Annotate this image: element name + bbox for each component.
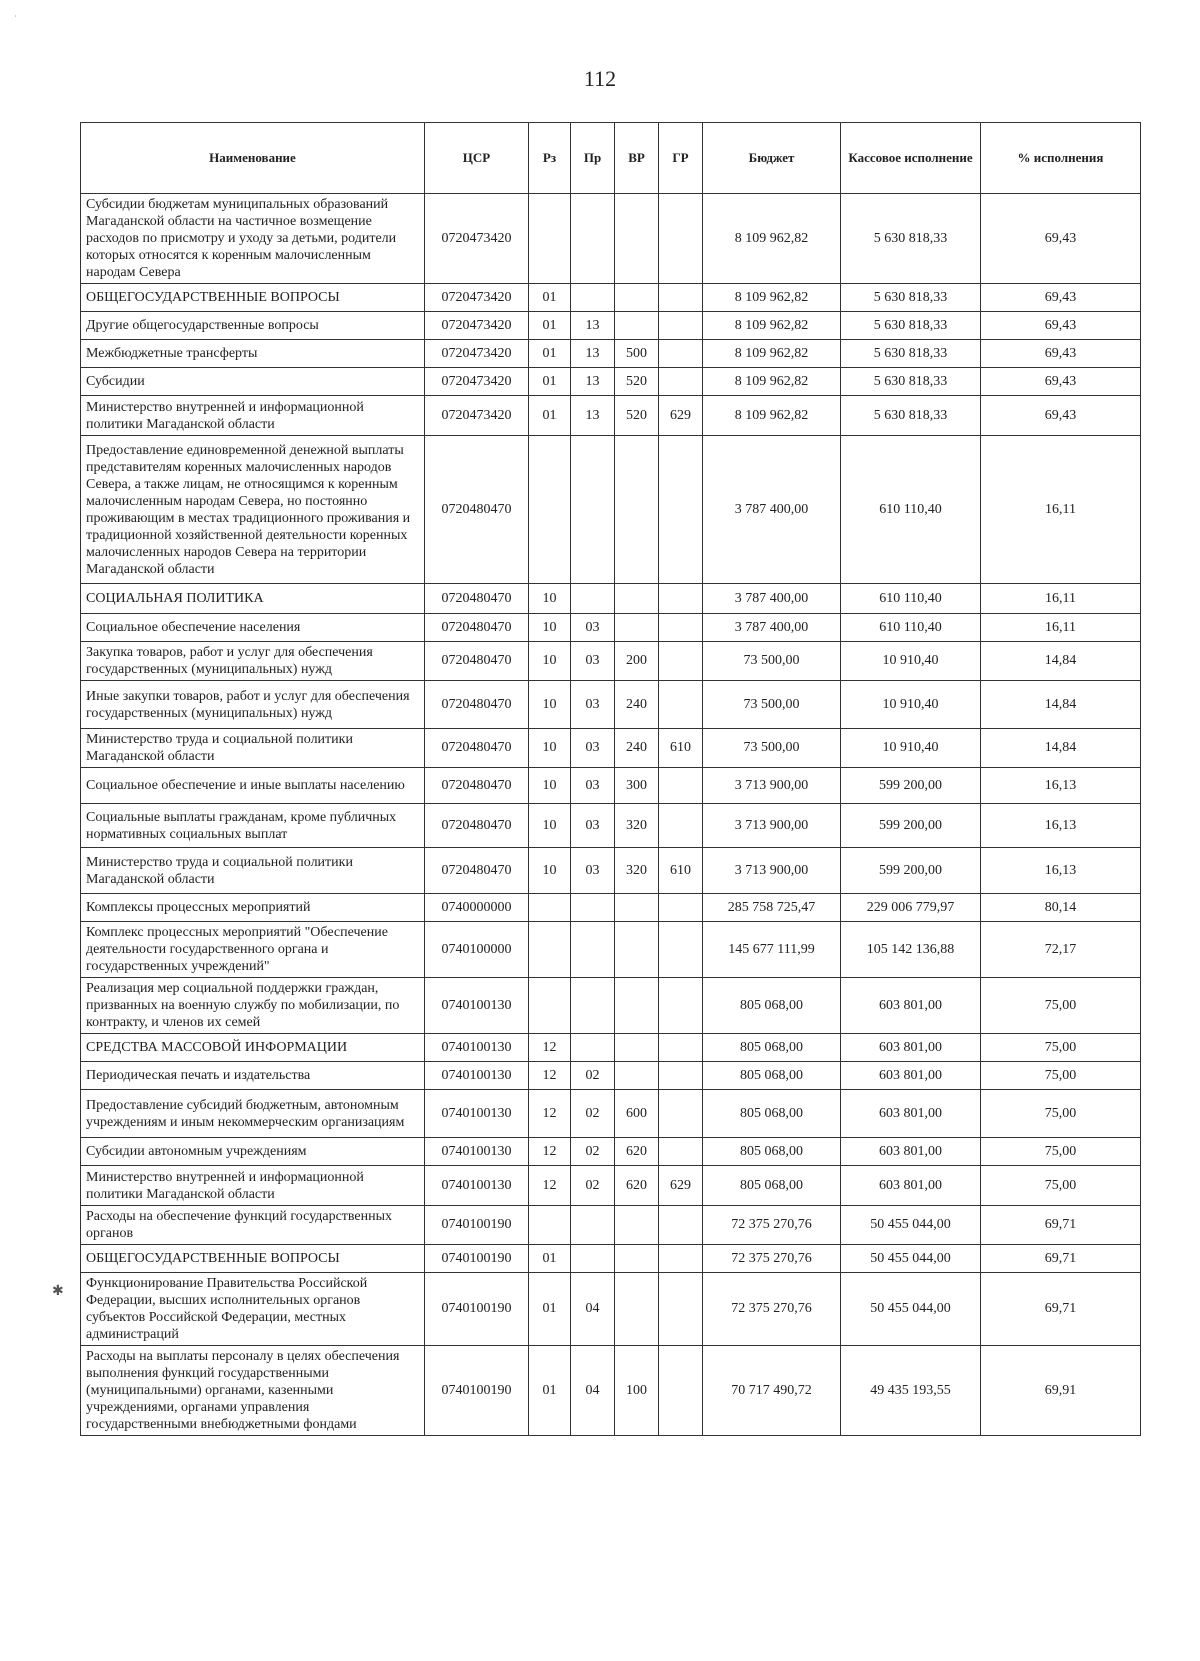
cell-name: Социальное обеспечение и иные выплаты населению — [81, 768, 425, 804]
table-row — [81, 768, 1141, 804]
cell-vr: 520 — [615, 396, 659, 436]
cell-gr — [659, 584, 703, 614]
cell-budget: 3 787 400,00 — [703, 614, 841, 642]
cell-exec: 10 910,40 — [841, 642, 981, 681]
cell-pct: 16,11 — [981, 614, 1141, 642]
cell-vr: 320 — [615, 848, 659, 894]
cell-rz: 01 — [529, 1273, 571, 1346]
cell-rz: 01 — [529, 1245, 571, 1273]
header-pct: % исполнения — [981, 123, 1141, 194]
cell-pr: 04 — [571, 1273, 615, 1346]
cell-vr — [615, 284, 659, 312]
table-row — [81, 436, 1141, 584]
cell-exec: 610 110,40 — [841, 436, 981, 584]
cell-vr — [615, 978, 659, 1034]
cell-pr — [571, 894, 615, 922]
cell-gr — [659, 1090, 703, 1138]
cell-name: ОБЩЕГОСУДАРСТВЕННЫЕ ВОПРОСЫ — [81, 1245, 425, 1273]
cell-vr: 620 — [615, 1166, 659, 1206]
cell-name: Субсидии бюджетам муниципальных образований Магаданской области на частичное возмещение расходов по присмотру и уходу за детьми, родители которых относятся к коренным малочисленным народам Севера — [81, 194, 425, 284]
cell-pct: 14,84 — [981, 729, 1141, 768]
cell-pr: 13 — [571, 340, 615, 368]
cell-rz: 10 — [529, 642, 571, 681]
table-body — [81, 194, 1141, 1436]
cell-vr: 500 — [615, 340, 659, 368]
cell-name: Функционирование Правительства Российской Федерации, высших исполнительных органов субъектов Российской Федерации, местных администраций — [81, 1273, 425, 1346]
cell-exec: 599 200,00 — [841, 804, 981, 848]
cell-name: СОЦИАЛЬНАЯ ПОЛИТИКА — [81, 584, 425, 614]
cell-name: Закупка товаров, работ и услуг для обеспечения государственных (муниципальных) нужд — [81, 642, 425, 681]
table-row — [81, 978, 1141, 1034]
cell-pct: 69,71 — [981, 1273, 1141, 1346]
cell-name: Министерство внутренней и информационной политики Магаданской области — [81, 1166, 425, 1206]
cell-pr: 02 — [571, 1138, 615, 1166]
cell-pr — [571, 922, 615, 978]
cell-name: Межбюджетные трансферты — [81, 340, 425, 368]
cell-name: Расходы на обеспечение функций государственных органов — [81, 1206, 425, 1245]
cell-csr: 0720480470 — [425, 768, 529, 804]
cell-pr: 03 — [571, 729, 615, 768]
cell-vr — [615, 1062, 659, 1090]
cell-pct: 75,00 — [981, 1138, 1141, 1166]
cell-name: Другие общегосударственные вопросы — [81, 312, 425, 340]
cell-gr — [659, 1206, 703, 1245]
cell-rz: 12 — [529, 1166, 571, 1206]
header-csr: ЦСР — [425, 123, 529, 194]
cell-exec: 5 630 818,33 — [841, 312, 981, 340]
cell-gr — [659, 194, 703, 284]
header-pr: Пр — [571, 123, 615, 194]
cell-name: Министерство внутренней и информационной политики Магаданской области — [81, 396, 425, 436]
cell-name: Иные закупки товаров, работ и услуг для обеспечения государственных (муниципальных) нужд — [81, 681, 425, 729]
cell-vr: 240 — [615, 729, 659, 768]
cell-exec: 603 801,00 — [841, 1034, 981, 1062]
cell-rz — [529, 1206, 571, 1245]
cell-budget: 8 109 962,82 — [703, 312, 841, 340]
cell-csr: 0720473420 — [425, 284, 529, 312]
cell-vr: 620 — [615, 1138, 659, 1166]
scan-dot: · — [14, 12, 17, 21]
cell-gr: 629 — [659, 396, 703, 436]
cell-pr: 04 — [571, 1346, 615, 1436]
header-budget: Бюджет — [703, 123, 841, 194]
cell-csr: 0720480470 — [425, 729, 529, 768]
cell-gr — [659, 436, 703, 584]
cell-csr: 0740100130 — [425, 1090, 529, 1138]
cell-name: Министерство труда и социальной политики Магаданской области — [81, 848, 425, 894]
cell-pct: 75,00 — [981, 1166, 1141, 1206]
cell-rz: 01 — [529, 284, 571, 312]
cell-budget: 3 713 900,00 — [703, 848, 841, 894]
table-header-row — [81, 123, 1141, 194]
cell-csr: 0740100190 — [425, 1206, 529, 1245]
cell-gr: 629 — [659, 1166, 703, 1206]
table-row — [81, 368, 1141, 396]
cell-pct: 69,91 — [981, 1346, 1141, 1436]
cell-csr: 0720480470 — [425, 642, 529, 681]
cell-pr: 03 — [571, 804, 615, 848]
table-row — [81, 194, 1141, 284]
cell-gr — [659, 1062, 703, 1090]
cell-csr: 0740100190 — [425, 1245, 529, 1273]
cell-csr: 0720473420 — [425, 368, 529, 396]
cell-csr: 0720480470 — [425, 614, 529, 642]
cell-rz: 10 — [529, 614, 571, 642]
cell-budget: 805 068,00 — [703, 1090, 841, 1138]
cell-pr — [571, 436, 615, 584]
cell-vr — [615, 194, 659, 284]
cell-pr — [571, 1245, 615, 1273]
cell-budget: 3 787 400,00 — [703, 584, 841, 614]
cell-name: Предоставление субсидий бюджетным, автономным учреждениям и иным некоммерческим организациям — [81, 1090, 425, 1138]
cell-pr: 13 — [571, 396, 615, 436]
cell-pr: 13 — [571, 312, 615, 340]
cell-csr: 0740100130 — [425, 1062, 529, 1090]
cell-budget: 3 713 900,00 — [703, 804, 841, 848]
table-row — [81, 729, 1141, 768]
cell-rz: 10 — [529, 804, 571, 848]
cell-csr: 0720480470 — [425, 848, 529, 894]
cell-pr — [571, 978, 615, 1034]
cell-vr — [615, 1206, 659, 1245]
cell-rz — [529, 194, 571, 284]
cell-pr — [571, 1034, 615, 1062]
cell-csr: 0740100190 — [425, 1346, 529, 1436]
cell-budget: 8 109 962,82 — [703, 368, 841, 396]
table-row — [81, 1138, 1141, 1166]
cell-gr — [659, 642, 703, 681]
cell-csr: 0720480470 — [425, 681, 529, 729]
cell-name: Предоставление единовременной денежной выплаты представителям коренных малочисленных народов Севера, а также лицам, не относящимся к коренным малочисленным народам Севера, но постоянно проживающим в местах традиционного проживания и традиционной хозяйственной деятельности коренных малочисленных народов Севера на территории Магаданской области — [81, 436, 425, 584]
cell-csr: 0740000000 — [425, 894, 529, 922]
cell-vr — [615, 584, 659, 614]
cell-rz: 01 — [529, 312, 571, 340]
cell-pr — [571, 194, 615, 284]
cell-budget: 145 677 111,99 — [703, 922, 841, 978]
cell-exec: 10 910,40 — [841, 729, 981, 768]
cell-budget: 3 713 900,00 — [703, 768, 841, 804]
cell-pr: 03 — [571, 614, 615, 642]
cell-exec: 10 910,40 — [841, 681, 981, 729]
cell-csr: 0720473420 — [425, 340, 529, 368]
cell-budget: 805 068,00 — [703, 1062, 841, 1090]
cell-gr — [659, 1245, 703, 1273]
cell-budget: 72 375 270,76 — [703, 1273, 841, 1346]
cell-rz: 01 — [529, 340, 571, 368]
header-vr: ВР — [615, 123, 659, 194]
table-row — [81, 1062, 1141, 1090]
cell-vr: 100 — [615, 1346, 659, 1436]
cell-csr: 0720473420 — [425, 396, 529, 436]
table-row — [81, 1166, 1141, 1206]
cell-gr — [659, 1346, 703, 1436]
cell-pr: 02 — [571, 1166, 615, 1206]
table-row — [81, 642, 1141, 681]
cell-exec: 603 801,00 — [841, 1062, 981, 1090]
cell-budget: 8 109 962,82 — [703, 340, 841, 368]
cell-vr: 300 — [615, 768, 659, 804]
header-gr: ГР — [659, 123, 703, 194]
cell-exec: 5 630 818,33 — [841, 284, 981, 312]
cell-pr: 03 — [571, 768, 615, 804]
cell-name: Реализация мер социальной поддержки граждан, призванных на военную службу по мобилизации, по контракту, и членов их семей — [81, 978, 425, 1034]
cell-pr: 03 — [571, 681, 615, 729]
cell-gr — [659, 681, 703, 729]
table-row — [81, 1346, 1141, 1436]
cell-csr: 0740100130 — [425, 1138, 529, 1166]
cell-pct: 14,84 — [981, 642, 1141, 681]
cell-rz: 01 — [529, 396, 571, 436]
cell-rz: 01 — [529, 368, 571, 396]
cell-vr: 320 — [615, 804, 659, 848]
margin-star-mark: ✱ — [52, 1284, 64, 1299]
cell-exec: 50 455 044,00 — [841, 1245, 981, 1273]
cell-name: Расходы на выплаты персоналу в целях обеспечения выполнения функций государственными (муниципальными) органами, казенными учреждениями, органами управления государственными внебюджетными фондами — [81, 1346, 425, 1436]
cell-vr — [615, 922, 659, 978]
cell-pct: 72,17 — [981, 922, 1141, 978]
cell-name: Социальные выплаты гражданам, кроме публичных нормативных социальных выплат — [81, 804, 425, 848]
cell-name: Субсидии — [81, 368, 425, 396]
cell-pct: 69,43 — [981, 368, 1141, 396]
cell-budget: 72 375 270,76 — [703, 1206, 841, 1245]
cell-exec: 50 455 044,00 — [841, 1273, 981, 1346]
table-row — [81, 1206, 1141, 1245]
cell-gr — [659, 1138, 703, 1166]
cell-rz: 01 — [529, 1346, 571, 1436]
header-name: Наименование — [81, 123, 425, 194]
cell-rz: 12 — [529, 1138, 571, 1166]
cell-pr: 02 — [571, 1062, 615, 1090]
cell-exec: 50 455 044,00 — [841, 1206, 981, 1245]
cell-pr: 03 — [571, 848, 615, 894]
cell-vr: 520 — [615, 368, 659, 396]
table-row — [81, 681, 1141, 729]
cell-gr — [659, 1034, 703, 1062]
cell-budget: 805 068,00 — [703, 978, 841, 1034]
cell-exec: 610 110,40 — [841, 584, 981, 614]
cell-pct: 69,43 — [981, 396, 1141, 436]
cell-rz — [529, 922, 571, 978]
cell-gr — [659, 804, 703, 848]
cell-exec: 599 200,00 — [841, 768, 981, 804]
cell-rz: 10 — [529, 681, 571, 729]
cell-exec: 610 110,40 — [841, 614, 981, 642]
table-row — [81, 614, 1141, 642]
cell-name: Субсидии автономным учреждениям — [81, 1138, 425, 1166]
table-row — [81, 1245, 1141, 1273]
cell-csr: 0740100130 — [425, 1166, 529, 1206]
cell-pct: 16,11 — [981, 584, 1141, 614]
cell-gr — [659, 978, 703, 1034]
cell-pct: 69,43 — [981, 194, 1141, 284]
cell-name: Комплексы процессных мероприятий — [81, 894, 425, 922]
cell-name: Комплекс процессных мероприятий "Обеспечение деятельности государственного органа и государственных учреждений" — [81, 922, 425, 978]
cell-pr — [571, 284, 615, 312]
page-number: 112 — [583, 66, 617, 91]
cell-gr — [659, 768, 703, 804]
cell-vr — [615, 312, 659, 340]
cell-pct: 16,13 — [981, 804, 1141, 848]
table-row — [81, 284, 1141, 312]
cell-pr: 02 — [571, 1090, 615, 1138]
cell-name: ОБЩЕГОСУДАРСТВЕННЫЕ ВОПРОСЫ — [81, 284, 425, 312]
cell-vr: 240 — [615, 681, 659, 729]
table-row — [81, 804, 1141, 848]
cell-budget: 73 500,00 — [703, 681, 841, 729]
cell-budget: 805 068,00 — [703, 1166, 841, 1206]
cell-exec: 5 630 818,33 — [841, 368, 981, 396]
cell-rz — [529, 978, 571, 1034]
cell-pct: 69,71 — [981, 1245, 1141, 1273]
cell-csr: 0720480470 — [425, 584, 529, 614]
table-row — [81, 1090, 1141, 1138]
cell-exec: 229 006 779,97 — [841, 894, 981, 922]
cell-name: Министерство труда и социальной политики Магаданской области — [81, 729, 425, 768]
cell-vr — [615, 1273, 659, 1346]
cell-pct: 69,43 — [981, 312, 1141, 340]
cell-gr: 610 — [659, 848, 703, 894]
cell-pr: 13 — [571, 368, 615, 396]
cell-budget: 72 375 270,76 — [703, 1245, 841, 1273]
cell-gr — [659, 614, 703, 642]
table-row — [81, 894, 1141, 922]
cell-rz: 10 — [529, 848, 571, 894]
cell-pct: 16,13 — [981, 848, 1141, 894]
cell-vr — [615, 1034, 659, 1062]
cell-csr: 0740100190 — [425, 1273, 529, 1346]
cell-budget: 8 109 962,82 — [703, 194, 841, 284]
cell-rz: 10 — [529, 729, 571, 768]
table-row — [81, 340, 1141, 368]
cell-exec: 603 801,00 — [841, 1166, 981, 1206]
cell-exec: 49 435 193,55 — [841, 1346, 981, 1436]
cell-gr — [659, 340, 703, 368]
cell-gr — [659, 1273, 703, 1346]
cell-exec: 5 630 818,33 — [841, 194, 981, 284]
cell-pct: 16,11 — [981, 436, 1141, 584]
cell-budget: 805 068,00 — [703, 1034, 841, 1062]
cell-exec: 603 801,00 — [841, 1138, 981, 1166]
header-exec: Кассовое исполнение — [841, 123, 981, 194]
cell-rz: 10 — [529, 768, 571, 804]
cell-pct: 14,84 — [981, 681, 1141, 729]
cell-name: СРЕДСТВА МАССОВОЙ ИНФОРМАЦИИ — [81, 1034, 425, 1062]
cell-csr: 0740100130 — [425, 1034, 529, 1062]
table-row — [81, 1034, 1141, 1062]
cell-gr — [659, 894, 703, 922]
table-row — [81, 848, 1141, 894]
cell-gr — [659, 922, 703, 978]
cell-rz — [529, 436, 571, 584]
table-row — [81, 584, 1141, 614]
cell-name: Периодическая печать и издательства — [81, 1062, 425, 1090]
cell-pct: 16,13 — [981, 768, 1141, 804]
cell-pct: 69,71 — [981, 1206, 1141, 1245]
cell-vr: 600 — [615, 1090, 659, 1138]
cell-rz: 10 — [529, 584, 571, 614]
cell-csr: 0720480470 — [425, 804, 529, 848]
cell-pr — [571, 1206, 615, 1245]
cell-pct: 75,00 — [981, 978, 1141, 1034]
cell-gr: 610 — [659, 729, 703, 768]
cell-vr — [615, 894, 659, 922]
budget-table — [80, 122, 1141, 1436]
cell-pct: 75,00 — [981, 1062, 1141, 1090]
cell-gr — [659, 284, 703, 312]
cell-exec: 603 801,00 — [841, 1090, 981, 1138]
cell-pr — [571, 584, 615, 614]
cell-budget: 70 717 490,72 — [703, 1346, 841, 1436]
cell-budget: 8 109 962,82 — [703, 284, 841, 312]
cell-rz: 12 — [529, 1034, 571, 1062]
cell-csr: 0720480470 — [425, 436, 529, 584]
cell-exec: 603 801,00 — [841, 978, 981, 1034]
table-row — [81, 312, 1141, 340]
cell-csr: 0720473420 — [425, 194, 529, 284]
cell-exec: 5 630 818,33 — [841, 340, 981, 368]
cell-csr: 0740100130 — [425, 978, 529, 1034]
cell-rz — [529, 894, 571, 922]
cell-exec: 105 142 136,88 — [841, 922, 981, 978]
cell-name: Социальное обеспечение населения — [81, 614, 425, 642]
table-row — [81, 1273, 1141, 1346]
cell-pct: 75,00 — [981, 1034, 1141, 1062]
header-rz: Рз — [529, 123, 571, 194]
cell-exec: 599 200,00 — [841, 848, 981, 894]
cell-budget: 805 068,00 — [703, 1138, 841, 1166]
cell-csr: 0720473420 — [425, 312, 529, 340]
cell-gr — [659, 368, 703, 396]
cell-pct: 69,43 — [981, 340, 1141, 368]
cell-pct: 75,00 — [981, 1090, 1141, 1138]
cell-budget: 73 500,00 — [703, 642, 841, 681]
cell-vr — [615, 1245, 659, 1273]
cell-rz: 12 — [529, 1062, 571, 1090]
cell-exec: 5 630 818,33 — [841, 396, 981, 436]
cell-rz: 12 — [529, 1090, 571, 1138]
cell-budget: 285 758 725,47 — [703, 894, 841, 922]
cell-gr — [659, 312, 703, 340]
cell-budget: 3 787 400,00 — [703, 436, 841, 584]
cell-pct: 69,43 — [981, 284, 1141, 312]
cell-vr — [615, 436, 659, 584]
cell-budget: 8 109 962,82 — [703, 396, 841, 436]
table-row — [81, 922, 1141, 978]
table-row — [81, 396, 1141, 436]
cell-pr: 03 — [571, 642, 615, 681]
cell-pct: 80,14 — [981, 894, 1141, 922]
cell-budget: 73 500,00 — [703, 729, 841, 768]
cell-csr: 0740100000 — [425, 922, 529, 978]
cell-vr — [615, 614, 659, 642]
cell-vr: 200 — [615, 642, 659, 681]
